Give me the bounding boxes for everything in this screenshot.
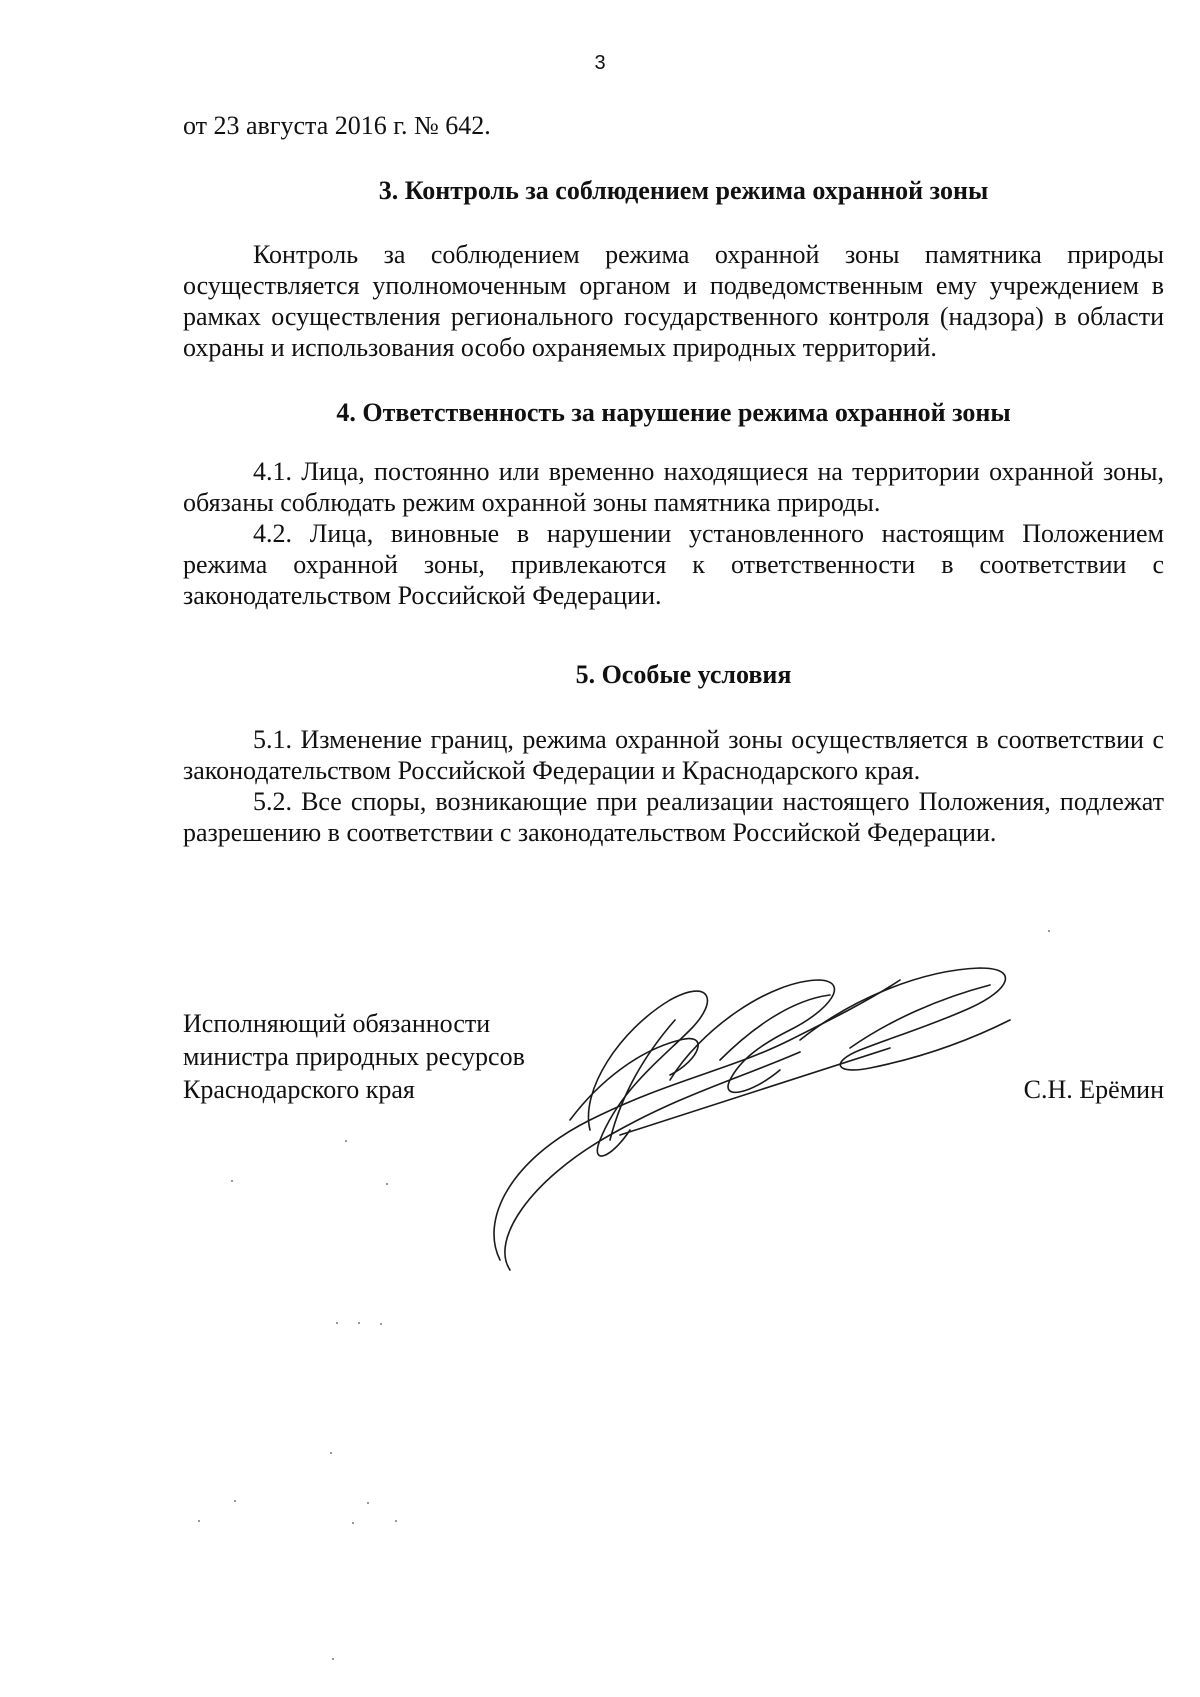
scan-speck	[352, 1522, 354, 1524]
scan-speck	[395, 1520, 397, 1522]
section-4-item-1: 4.1. Лица, постоянно или временно находящиеся на территории охранной зоны, обязаны соблюдать режим охранной зоны памятника природы.	[183, 457, 1164, 517]
signatory-position-line-3: Краснодарского края	[183, 1075, 415, 1104]
scan-speck	[345, 1140, 347, 1142]
scan-speck	[336, 1322, 338, 1324]
document-body	[183, 110, 1164, 848]
signatory-name: С.Н. Ерёмин	[1023, 1075, 1164, 1104]
signatory-position-line-1: Исполняющий обязанности	[183, 1009, 491, 1038]
scan-speck	[231, 1180, 233, 1182]
section-3-heading: 3. Контроль за соблюдением режима охранной зоны	[378, 176, 989, 205]
section-3-paragraph: Контроль за соблюдением режима охранной зоны памятника природы осуществляется уполномоченным органом и подведомственным ему учреждением в рамках осуществления регионального государственного контроля (надзора) в области охраны и использования особо охраняемых природных территорий.	[183, 240, 1164, 362]
scan-speck	[330, 1452, 332, 1454]
scan-speck	[380, 1323, 382, 1325]
handwritten-signature	[470, 960, 1090, 1320]
page-number: 3	[594, 52, 606, 74]
scan-speck	[358, 1322, 360, 1324]
section-4-heading: 4. Ответственность за нарушение режима охранной зоны	[336, 398, 1011, 427]
scan-speck	[386, 1183, 388, 1185]
section-4-item-2: 4.2. Лица, виновные в нарушении установленного настоящим Положением режима охранной зоны, привлекаются к ответственности в соответствии с законодательством Российской Федерации.	[183, 519, 1164, 610]
section-5-item-1: 5.1. Изменение границ, режима охранной зоны осуществляется в соответствии с законодательством Российской Федерации и Краснодарского края.	[183, 725, 1164, 785]
section-5-heading: 5. Особые условия	[575, 660, 792, 689]
section-5-item-2: 5.2. Все споры, возникающие при реализации настоящего Положения, подлежат разрешению в соответствии с законодательством Российской Федерации.	[183, 787, 1164, 847]
scan-speck	[234, 1500, 236, 1502]
intro-line: от 23 августа 2016 г. № 642.	[183, 111, 491, 140]
signatory-position-line-2: министра природных ресурсов	[183, 1042, 525, 1071]
scan-speck	[332, 1658, 334, 1660]
scan-speck	[1048, 930, 1050, 932]
scan-speck	[367, 1502, 369, 1504]
scan-speck	[198, 1520, 200, 1522]
